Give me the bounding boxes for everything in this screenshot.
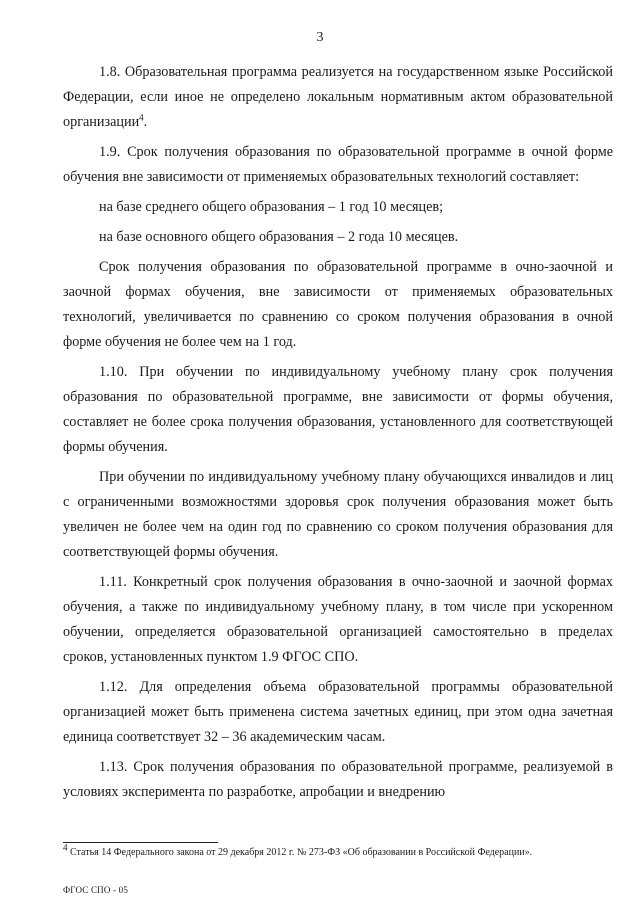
page-number: 3 bbox=[316, 30, 324, 45]
footnote-reference: 4 bbox=[139, 112, 144, 123]
footnote-text: Статья 14 Федерального закона от 29 декабря 2012 г. № 273-ФЗ «Об образовании в Российской Федерации». bbox=[70, 847, 533, 858]
paragraph-disabilities: При обучении по индивидуальному учебному плану обучающихся инвалидов и лиц с ограниченными возможностями здоровья срок получения образования может быть увеличен не более чем на один год по сравнению со сроком получения образования для соответствующей формы обучения. bbox=[63, 469, 613, 560]
duration-secondary-general: на базе среднего общего образования – 1 год 10 месяцев; bbox=[99, 199, 444, 215]
paragraph-1-9: 1.9. Срок получения образования по образовательной программе в очной форме обучения вне зависимости от применяемых образовательных технологий составляет: bbox=[63, 144, 613, 185]
footnote bbox=[63, 842, 623, 859]
paragraph-1-12: 1.12. Для определения объема образовательной программы образовательной организацией может быть применена система зачетных единиц, при этом одна зачетная единица соответствует 32 – 36 академическим часам. bbox=[63, 679, 613, 745]
paragraph-part-time-duration: Срок получения образования по образовательной программе в очно-заочной и заочной формах обучения, вне зависимости от применяемых образовательных технологий, увеличивается по сравнению со сроком получения образования в очной форме обучения не более чем на 1 год. bbox=[63, 259, 613, 350]
paragraph-1-13: 1.13. Срок получения образования по образовательной программе, реализуемой в условиях эксперимента по разработке, апробации и внедрению bbox=[63, 759, 613, 800]
footer-code: ФГОС СПО - 05 bbox=[63, 885, 129, 895]
footnote-divider bbox=[63, 842, 218, 843]
body-text bbox=[63, 60, 613, 810]
paragraph-1-11: 1.11. Конкретный срок получения образования в очно-заочной и заочной формах обучения, а также по индивидуальному учебному плану, в том числе при ускоренном обучении, определяется образовательной организацией самостоятельно в пределах сроков, установленных пунктом 1.9 ФГОС СПО. bbox=[63, 574, 613, 665]
duration-basic-general: на базе основного общего образования – 2 года 10 месяцев. bbox=[99, 229, 459, 245]
paragraph-1-10: 1.10. При обучении по индивидуальному учебному плану срок получения образования по образовательной программе, вне зависимости от формы обучения, составляет не более срока получения образования, установленного для соответствующей формы обучения. bbox=[63, 364, 613, 455]
footnote-marker: 4 bbox=[63, 842, 68, 853]
paragraph-1-8: 1.8. Образовательная программа реализуется на государственном языке Российской Федерации, если иное не определено локальным нормативным актом образовательной организации$^4$. bbox=[63, 64, 613, 130]
